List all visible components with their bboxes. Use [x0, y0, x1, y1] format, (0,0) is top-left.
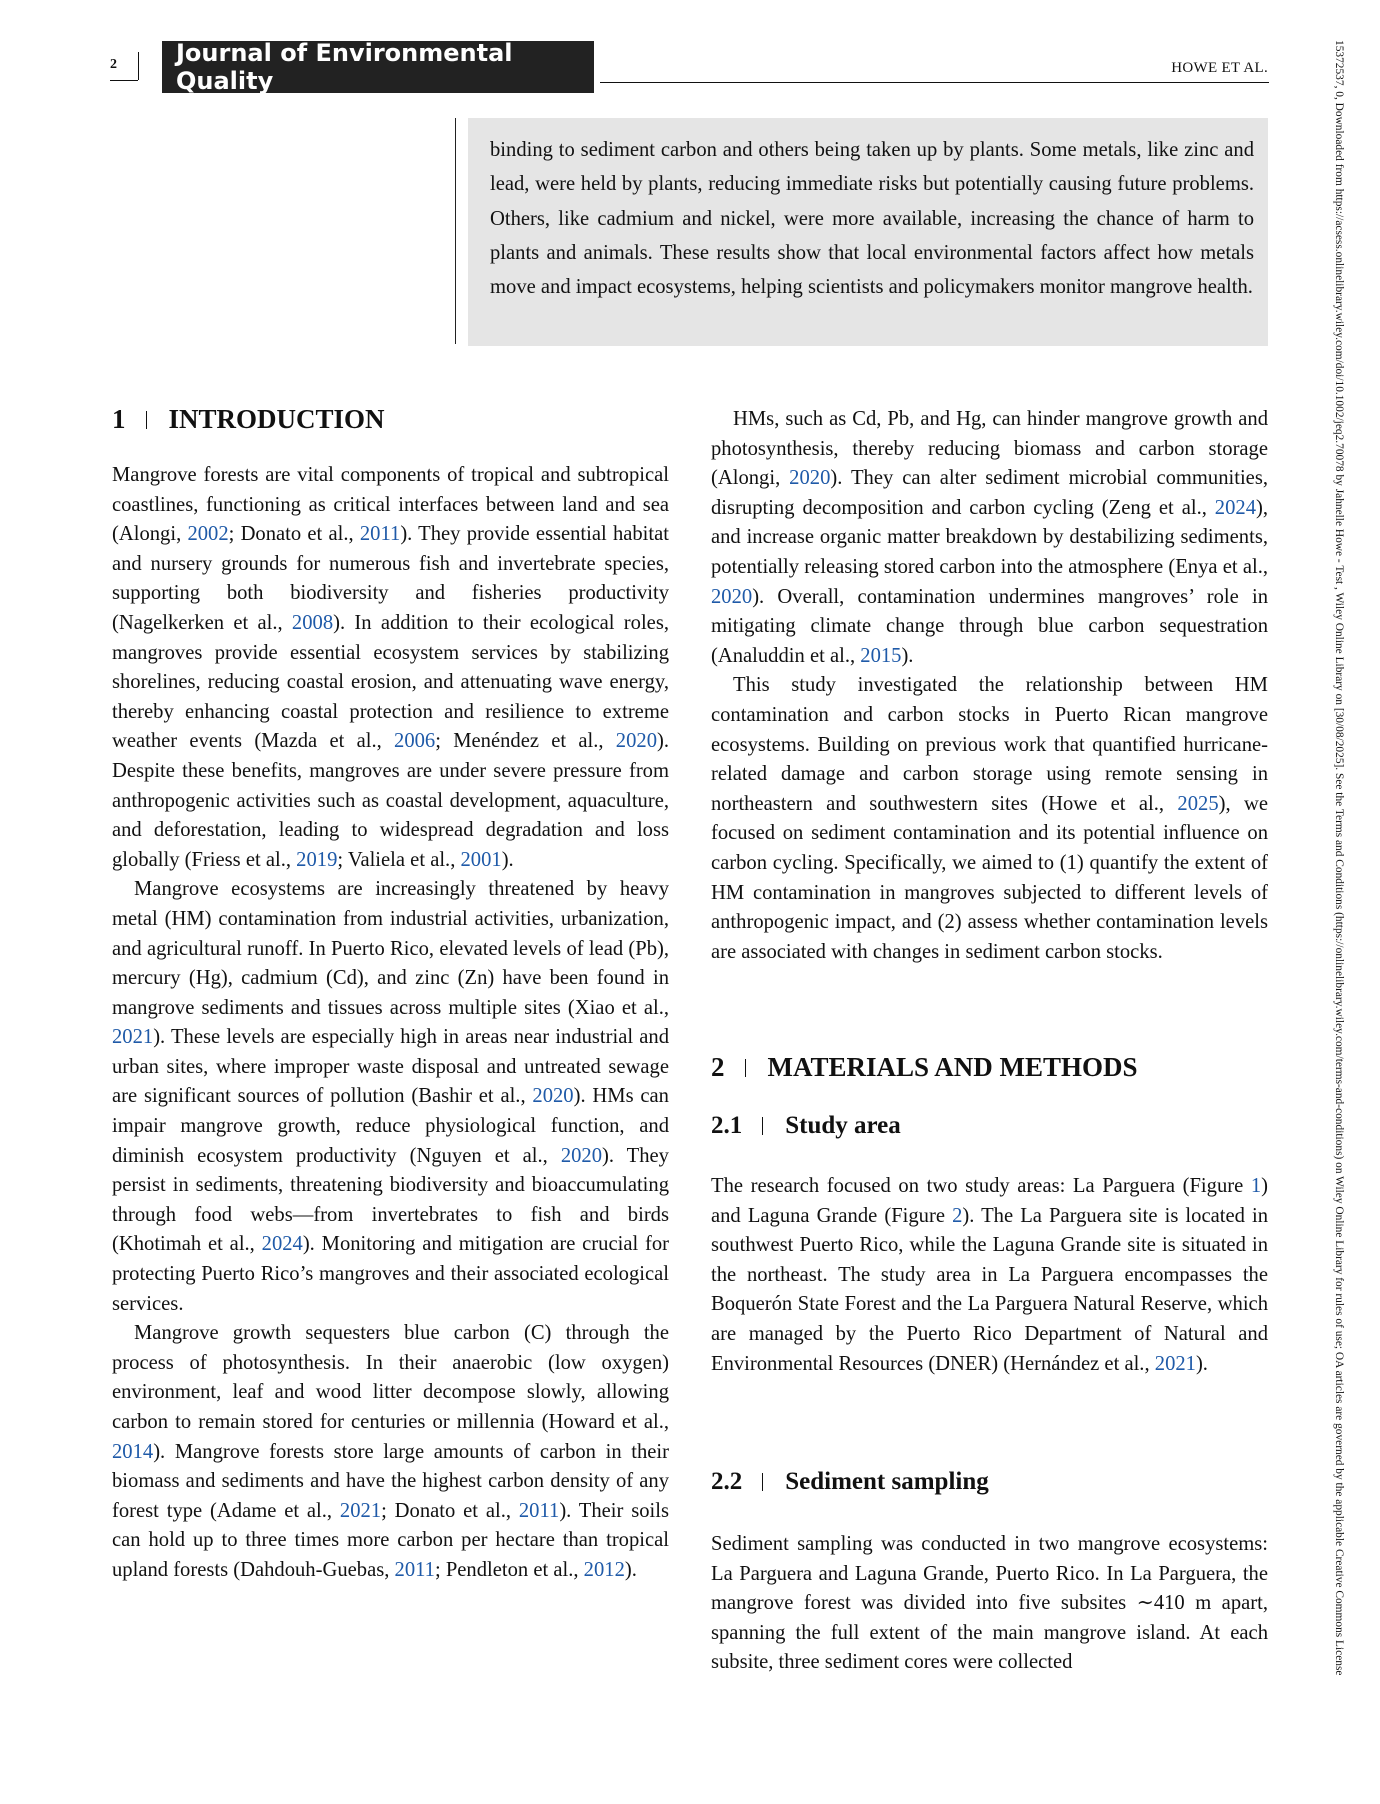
paragraph: [711, 671, 1268, 967]
citation-link[interactable]: 2020: [789, 467, 831, 490]
paragraph-text: ). In addition to their ecological roles, mangroves provide essential ecosystem services by stabilizing shorelines, reducing coastal erosion, and attenuating wave energy, thereby enhancing coastal protection and resilience to extreme weather events (Mazda et al.,: [112, 611, 669, 753]
paragraph-text: ). Their soils can hold up to three times more carbon per hectare than tropical upland forests (Dahdouh-Guebas,: [112, 1499, 670, 1581]
header-rule-left: [110, 80, 138, 81]
paragraph-text: ; Menéndez et al.,: [435, 730, 616, 753]
citation-link[interactable]: 2020: [560, 1144, 602, 1167]
paragraph-text: ), and increase organic matter breakdown by destabilizing sediments, potentially releasing stored carbon into the atmosphere (Enya et al.,: [711, 496, 1268, 578]
section-number: 2.1: [711, 1112, 743, 1139]
citation-link[interactable]: 2021: [339, 1499, 382, 1522]
citation-link[interactable]: 2014: [112, 1440, 154, 1463]
paragraph-text: ). HMs can impair mangrove growth, reduce physiological function, and diminish ecosystem productivity (Nguyen et al.,: [112, 1085, 669, 1167]
subsection-heading-study-area: [711, 1112, 901, 1140]
section-number: 2: [711, 1052, 725, 1082]
citation-link[interactable]: 2011: [518, 1499, 560, 1522]
paragraph: [112, 461, 669, 875]
paragraph-text: ).: [1195, 1352, 1208, 1375]
plain-language-summary: binding to sediment carbon and others being taken up by plants. Some metals, like zinc and lead, were held by plants, reducing immediate risks but potentially causing future problems. Others, like cadmium and nickel, were more available, increasing the chance of harm to plants and animals. These results show that local environmental factors affect how metals move and impact ecosystems, helping scientists and policymakers monitor mangrove health.: [468, 118, 1268, 346]
citation-link[interactable]: 2011: [394, 1558, 435, 1581]
paragraph-text: ) and Laguna Grande (Figure: [711, 1175, 1268, 1227]
paragraph-text: Mangrove growth sequesters blue carbon (C) through the process of photosynthesis. In their anaerobic (low oxygen) environment, leaf and wood litter decompose slowly, allowing carbon to remain stored for centuries or millennia (Howard et al.,: [112, 1322, 669, 1433]
sediment-text: [711, 1530, 1268, 1678]
citation-link[interactable]: 2021: [112, 1026, 154, 1049]
citation-link[interactable]: 2008: [291, 611, 334, 634]
citation-link[interactable]: 2024: [1214, 496, 1256, 519]
citation-link[interactable]: 2: [952, 1204, 963, 1227]
citation-link[interactable]: 2001: [460, 848, 502, 871]
citation-link[interactable]: 2011: [359, 523, 401, 546]
paragraph-text: ), we focused on sediment contamination and its potential influence on carbon cycling. Specifically, we aimed to (1) quantify the extent of HM contamination in mangroves subjected to different levels of anthropogenic impact, and (2) assess whether contamination levels are associated with changes in sediment carbon stocks.: [711, 792, 1268, 963]
subsection-heading-sediment: [711, 1468, 989, 1496]
journal-title: [162, 41, 594, 93]
citation-link[interactable]: 2020: [532, 1085, 574, 1108]
citation-link[interactable]: 1: [1250, 1175, 1262, 1197]
section-title: MATERIALS AND METHODS: [767, 1052, 1138, 1082]
paragraph-text: ).: [901, 644, 914, 667]
citation-link[interactable]: 2019: [296, 848, 338, 871]
paragraph-text: ; Donato et al.,: [381, 1499, 519, 1522]
journal-title-text: Journal of Environmental Quality: [176, 39, 513, 95]
paragraph-text: ). They provide essential habitat and nursery grounds for numerous fish and invertebrate species, supporting both biodiversity and fisheries productivity (Nagelkerken et al.,: [112, 523, 669, 634]
section-divider: [146, 411, 147, 429]
paragraph-text: ).: [501, 848, 514, 871]
section-number: 1: [112, 404, 126, 434]
paragraph-text: ; Valiela et al.,: [337, 848, 461, 871]
paragraph-text: ).: [624, 1558, 637, 1581]
paragraph-text: ; Pendleton et al.,: [434, 1558, 584, 1581]
paragraph-text: ). Despite these benefits, mangroves are under severe pressure from anthropogenic activities such as coastal development, aquaculture, and deforestation, leading to widespread degradation and loss globally (Friess et al.,: [112, 730, 669, 871]
citation-link[interactable]: 2025: [1177, 792, 1219, 815]
paragraph: [711, 1172, 1268, 1379]
paragraph: [112, 1319, 669, 1585]
header-divider: [138, 52, 139, 80]
paragraph: [711, 1530, 1268, 1678]
section-title: INTRODUCTION: [168, 404, 385, 434]
section-title: Study area: [785, 1112, 901, 1139]
section-title: Sediment sampling: [785, 1468, 989, 1495]
paragraph-text: ). They can alter sediment microbial communities, disrupting decomposition and carbon cycling (Zeng et al.,: [711, 467, 1268, 519]
citation-link[interactable]: 2002: [187, 523, 229, 546]
paragraph-text: This study investigated the relationship between HM contamination and carbon stocks in Puerto Rican mangrove ecosystems. Building on previous work that quantified hurricane-related damage and carbon storage using remote sensing in northeastern and southwestern sites (Howe et al.,: [711, 674, 1268, 815]
citation-link[interactable]: 2006: [394, 730, 436, 753]
paragraph-text: ). Mangrove forests store large amounts of carbon in their biomass and sediments and have the highest carbon density of any forest type (Adame et al.,: [112, 1440, 669, 1522]
running-head: HOWE ET AL.: [1171, 60, 1268, 76]
section-number: 2.2: [711, 1468, 743, 1495]
citation-link[interactable]: 2015: [860, 644, 902, 667]
citation-link[interactable]: 2024: [261, 1233, 303, 1256]
paragraph-text: ). Monitoring and mitigation are crucial for protecting Puerto Rico’s mangroves and their associated ecological services.: [112, 1233, 669, 1315]
paragraph-text: ; Donato et al.,: [228, 523, 360, 546]
citation-link[interactable]: 2020: [615, 730, 657, 753]
section-heading-introduction: [112, 404, 385, 435]
page-number: 2: [110, 57, 117, 72]
paragraph-text: ). Overall, contamination undermines mangroves’ role in mitigating climate change through blue carbon sequestration (Analuddin et al.,: [711, 585, 1268, 667]
left-column: [112, 461, 669, 1586]
citation-link[interactable]: 2012: [583, 1558, 625, 1581]
paragraph-text: ). These levels are especially high in areas near industrial and urban sites, where improper waste disposal and untreated sewage are significant sources of pollution (Bashir et al.,: [112, 1026, 669, 1108]
paragraph-text: ). The La Parguera site is located in southwest Puerto Rico, while the Laguna Grande site is situated in the northeast. The study area in La Parguera encompasses the Boquerón State Forest and the La Parguera Natural Reserve, which are managed by the Puerto Rico Department of Natural and Environmental Resources (DNER) (Hernández et al.,: [711, 1204, 1268, 1375]
abstract-rule: [455, 118, 456, 344]
section-heading-methods: [711, 1052, 1138, 1083]
paragraph-text: The research focused on two study areas: La Parguera (Figure: [711, 1175, 1251, 1197]
paragraph-text: Mangrove ecosystems are increasingly threatened by heavy metal (HM) contamination from industrial activities, urbanization, and agricultural runoff. In Puerto Rico, elevated levels of lead (Pb), mercury (Hg), cadmium (Cd), and zinc (Zn) have been found in mangrove sediments and tissues across multiple sites (Xiao et al.,: [112, 878, 669, 1019]
citation-link[interactable]: 2020: [711, 585, 753, 608]
citation-link[interactable]: 2021: [1154, 1352, 1196, 1375]
section-divider: [762, 1473, 763, 1491]
download-notice: [1329, 40, 1349, 1770]
paragraph-text: Sediment sampling was conducted in two mangrove ecosystems: La Parguera and Laguna Grande, Puerto Rico. In La Parguera, the mangrove forest was divided into five subsites ∼410 m apart, spanning the full extent of the main mangrove island. At each subsite, three sediment cores were collected: [711, 1533, 1268, 1674]
right-column-top: [711, 405, 1268, 967]
download-notice-text: 15372537, 0, Downloaded from https://acsess.onlinelibrary.wiley.com/doi/10.1002/jeq2.70078 by Jahnelle Howe - Test , Wiley Online Library on [30/08/2025]. See the Terms and Conditions (https://onlinelibrary.wiley.com/terms-and-conditions) on Wiley Online Library for rules of use; OA articles are governed by the applicable Creative Commons License: [1333, 40, 1345, 1676]
header-rule-right: [600, 82, 1269, 83]
paragraph: [112, 875, 669, 1319]
paragraph-text: HMs, such as Cd, Pb, and Hg, can hinder mangrove growth and photosynthesis, thereby reducing biomass and carbon storage (Alongi,: [711, 408, 1268, 490]
section-divider: [762, 1117, 763, 1135]
paragraph-text: ). They persist in sediments, threatening biodiversity and bioaccumulating through food webs—from invertebrates to fish and birds (Khotimah et al.,: [112, 1144, 669, 1256]
study-area-text: [711, 1172, 1268, 1379]
section-divider: [745, 1059, 746, 1077]
paragraph-text: Mangrove forests are vital components of tropical and subtropical coastlines, functioning as critical interfaces between land and sea (Alongi,: [112, 464, 669, 546]
paragraph: [711, 405, 1268, 671]
